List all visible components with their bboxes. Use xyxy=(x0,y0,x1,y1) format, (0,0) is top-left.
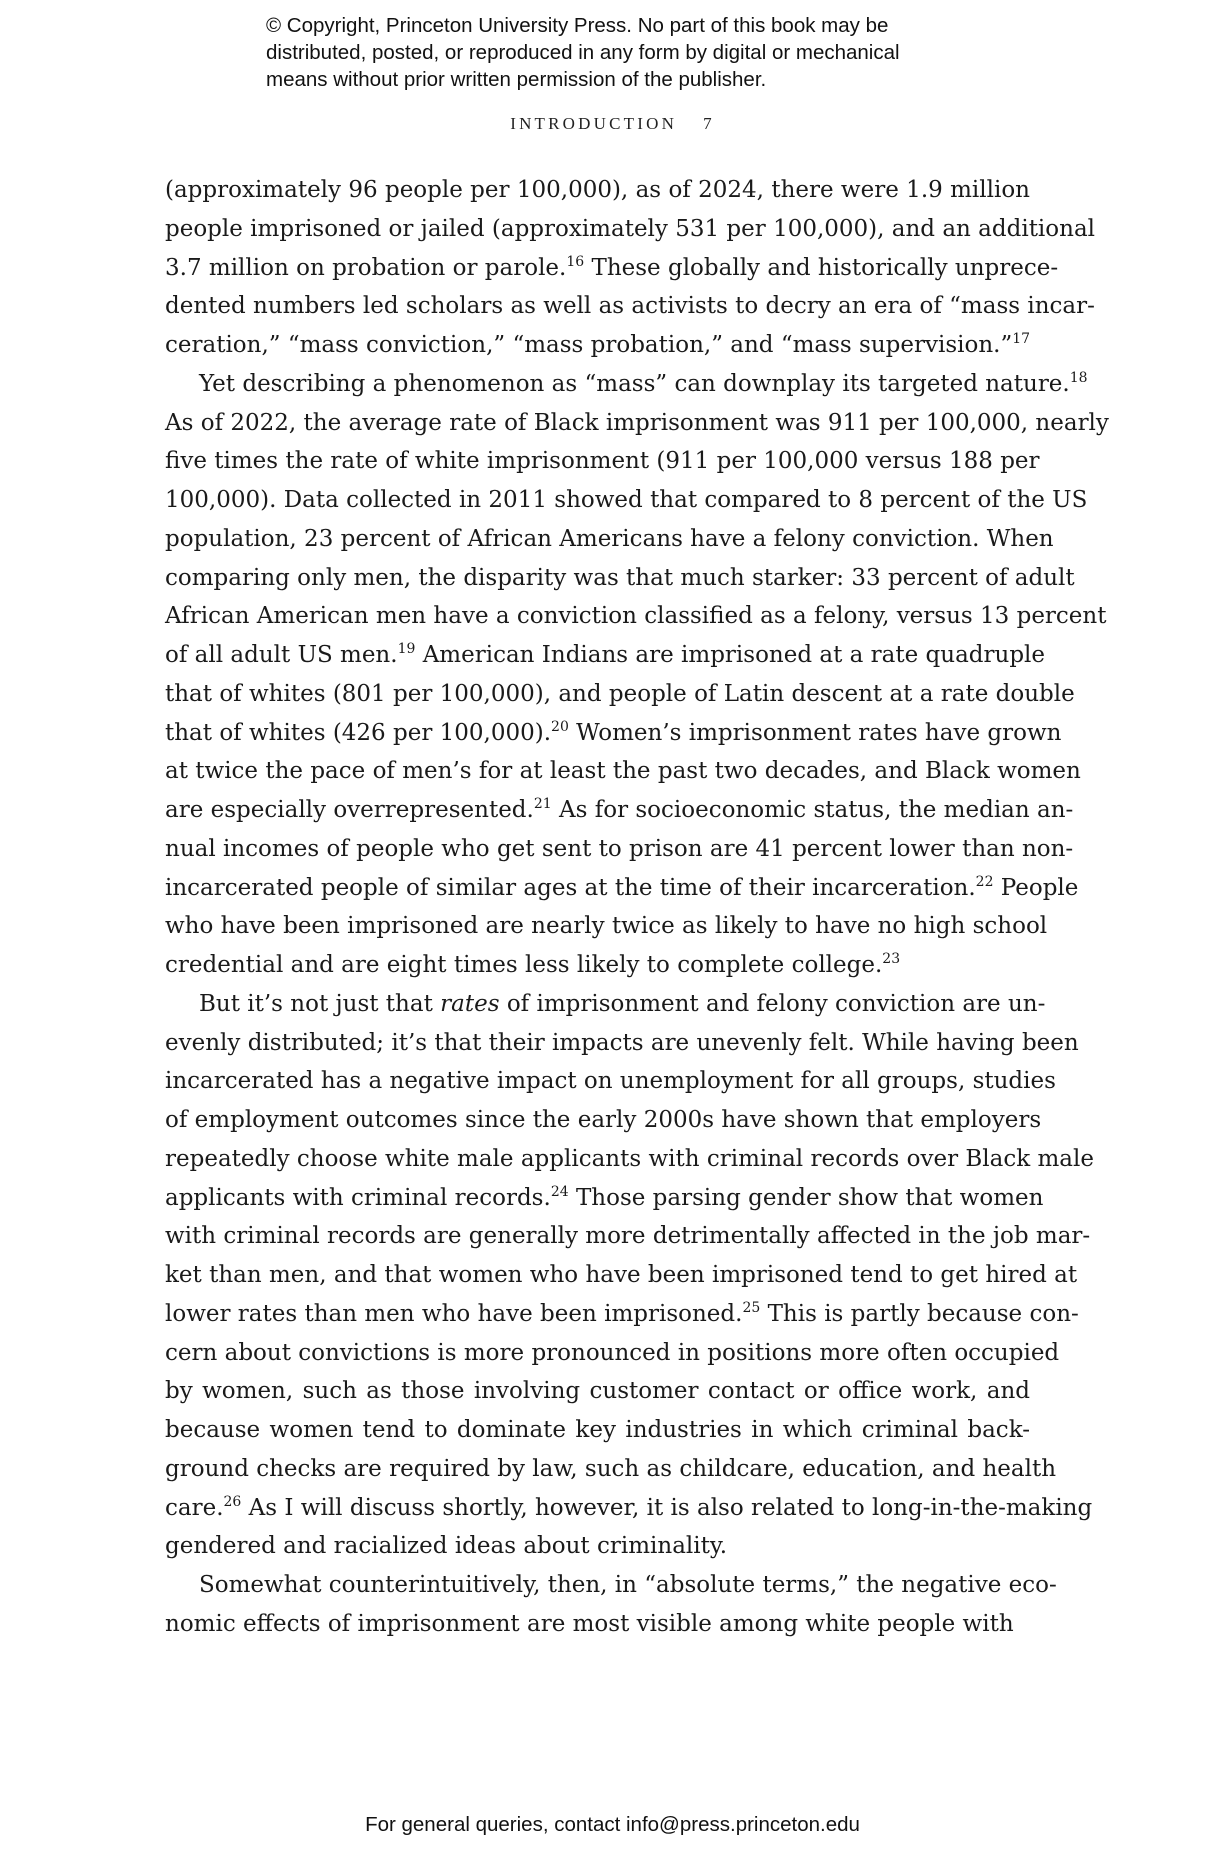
footnote-marker: 17 xyxy=(1012,331,1031,347)
text-run: because women tend to dominate key industries in which criminal back- xyxy=(165,1417,1030,1443)
text-run: But it’s not just that xyxy=(199,990,441,1017)
text-line xyxy=(165,1179,1044,1218)
text-line xyxy=(165,1334,1060,1373)
body-text xyxy=(165,171,1109,1644)
text-run: As of 2022, the average rate of Black imprisonment was 911 per 100,000, nearly xyxy=(165,409,1109,436)
text-run: incarcerated people of similar ages at the time of their incarceration. xyxy=(165,874,976,901)
text-line xyxy=(165,365,1088,404)
text-run: These globally and historically unprece- xyxy=(584,254,1059,281)
text-run: incarcerated has a negative impact on unemployment for all groups, studies xyxy=(165,1068,1056,1095)
text-line xyxy=(165,481,1088,520)
footnote-marker: 22 xyxy=(975,873,994,890)
text-line xyxy=(165,1489,1093,1528)
text-line xyxy=(165,714,1062,753)
text-run: comparing only men, the disparity was that much starker: 33 percent of adult xyxy=(165,564,1075,591)
text-line xyxy=(165,1450,1057,1489)
text-line xyxy=(165,1411,1030,1450)
footnote-marker: 26 xyxy=(223,1493,242,1510)
text-run: who have been imprisoned are nearly twice as likely to have no high school xyxy=(165,913,1048,940)
text-line xyxy=(165,1024,1079,1063)
text-run: lower rates than men who have been imprisoned. xyxy=(165,1300,743,1327)
text-run: ceration,” “mass conviction,” “mass probation,” and “mass supervision.” xyxy=(165,332,1013,358)
text-run: of imprisonment and felony conviction are un- xyxy=(499,990,1046,1017)
footer-contact: For general queries, contact info@press.princeton.edu xyxy=(365,1813,860,1836)
footnote-marker: 20 xyxy=(551,718,569,735)
text-run: that of whites (426 per 100,000). xyxy=(165,719,552,746)
text-run: that of whites (801 per 100,000), and people of Latin descent at a rate double xyxy=(165,680,1075,707)
page-number: 7 xyxy=(703,114,715,133)
text-run: gendered and racialized ideas about criminality. xyxy=(165,1533,728,1560)
running-head-section: INTRODUCTION xyxy=(510,114,678,133)
text-run: population, 23 percent of African Americans have a felony conviction. When xyxy=(165,525,1054,552)
text-line xyxy=(165,946,1030,985)
copyright-line: means without prior written permission of the publisher. xyxy=(266,68,767,91)
text-line xyxy=(165,326,1030,365)
text-run: applicants with criminal records. xyxy=(165,1184,551,1211)
text-line xyxy=(165,287,1095,326)
footnote-marker: 23 xyxy=(882,951,901,967)
footnote-marker: 25 xyxy=(742,1299,761,1316)
text-run: Yet describing a phenomenon as “mass” can downplay its targeted nature. xyxy=(199,370,1070,397)
text-run: five times the rate of white imprisonment (911 per 100,000 versus 188 per xyxy=(165,448,1040,475)
copyright-notice xyxy=(266,12,1026,93)
text-line xyxy=(165,1140,1094,1179)
text-run: people imprisoned or jailed (approximately 531 per 100,000), and an additional xyxy=(165,215,1096,242)
text-run: As for socioeconomic status, the median an- xyxy=(551,797,1074,823)
text-run: Somewhat counterintuitively, then, in “absolute terms,” the negative eco- xyxy=(199,1572,1057,1598)
text-run: by women, such as those involving customer contact or office work, and xyxy=(165,1378,1030,1405)
text-line xyxy=(165,675,1075,714)
text-line xyxy=(165,1217,1091,1256)
text-run: at twice the pace of men’s for at least the past two decades, and Black women xyxy=(165,758,1081,785)
text-run: (approximately 96 people per 100,000), as of 2024, there were 1.9 million xyxy=(165,177,1030,203)
text-line xyxy=(165,171,1030,210)
text-run: of all adult US men. xyxy=(165,642,398,668)
text-line xyxy=(165,210,1096,249)
footnote-marker: 19 xyxy=(397,641,416,657)
text-line xyxy=(165,791,1074,830)
text-line xyxy=(165,1101,1042,1140)
footnote-marker: 18 xyxy=(1069,369,1088,386)
text-line xyxy=(165,752,1081,791)
text-run: Women’s imprisonment rates have grown xyxy=(568,719,1062,746)
text-line xyxy=(165,1527,1030,1566)
text-line xyxy=(165,597,1107,636)
text-line xyxy=(165,404,1109,443)
text-line xyxy=(165,907,1048,946)
text-line xyxy=(165,636,1046,675)
footnote-marker: 16 xyxy=(566,253,585,270)
text-line xyxy=(165,249,1059,288)
text-run: of employment outcomes since the early 2000s have shown that employers xyxy=(165,1107,1042,1133)
text-line xyxy=(165,442,1040,481)
text-run: As I will discuss shortly, however, it is also related to long-in-the-making xyxy=(241,1494,1093,1521)
text-run: care. xyxy=(165,1494,224,1521)
text-run: This is partly because con- xyxy=(760,1300,1079,1327)
text-line xyxy=(165,1295,1079,1334)
text-line xyxy=(165,559,1075,598)
text-run: nual incomes of people who get sent to prison are 41 percent lower than non- xyxy=(165,835,1074,862)
text-line xyxy=(165,1256,1078,1295)
text-run: American Indians are imprisoned at a rate quadruple xyxy=(415,642,1046,668)
copyright-line: © Copyright, Princeton University Press. No part of this book may be xyxy=(266,14,889,37)
text-run: evenly distributed; it’s that their impacts are unevenly felt. While having been xyxy=(165,1029,1079,1056)
text-run: African American men have a conviction classified as a felony, versus 13 percent xyxy=(165,603,1107,630)
text-line xyxy=(165,1062,1056,1101)
text-run: ground checks are required by law, such as childcare, education, and health xyxy=(165,1455,1057,1482)
text-run: dented numbers led scholars as well as activists to decry an era of “mass incar- xyxy=(165,293,1095,320)
text-line xyxy=(165,1372,1030,1411)
text-run: People xyxy=(993,874,1079,901)
text-line xyxy=(165,1566,1057,1605)
text-line xyxy=(165,520,1054,559)
text-run: with criminal records are generally more detrimentally affected in the job mar- xyxy=(165,1223,1091,1250)
text-run: ket than men, and that women who have been imprisoned tend to get hired at xyxy=(165,1262,1078,1288)
text-line xyxy=(165,869,1079,908)
footnote-marker: 21 xyxy=(533,796,552,812)
text-run: 3.7 million on probation or parole. xyxy=(165,254,567,281)
text-run: 100,000). Data collected in 2011 showed that compared to 8 percent of the US xyxy=(165,487,1088,513)
copyright-line: distributed, posted, or reproduced in any form by digital or mechanical xyxy=(266,41,900,64)
text-run: are especially overrepresented. xyxy=(165,797,534,823)
text-run: Those parsing gender show that women xyxy=(568,1184,1044,1211)
text-line xyxy=(165,1605,1030,1644)
text-line xyxy=(165,830,1074,869)
emphasized-text: rates xyxy=(440,990,500,1017)
text-run: credential and are eight times less likely to complete college. xyxy=(165,952,883,978)
footnote-marker: 24 xyxy=(550,1183,569,1200)
text-line xyxy=(165,985,1046,1024)
text-run: nomic effects of imprisonment are most visible among white people with xyxy=(165,1610,1014,1637)
text-run: cern about convictions is more pronounced in positions more often occupied xyxy=(165,1339,1060,1366)
text-run: repeatedly choose white male applicants with criminal records over Black male xyxy=(165,1145,1094,1172)
running-head xyxy=(0,114,1225,134)
